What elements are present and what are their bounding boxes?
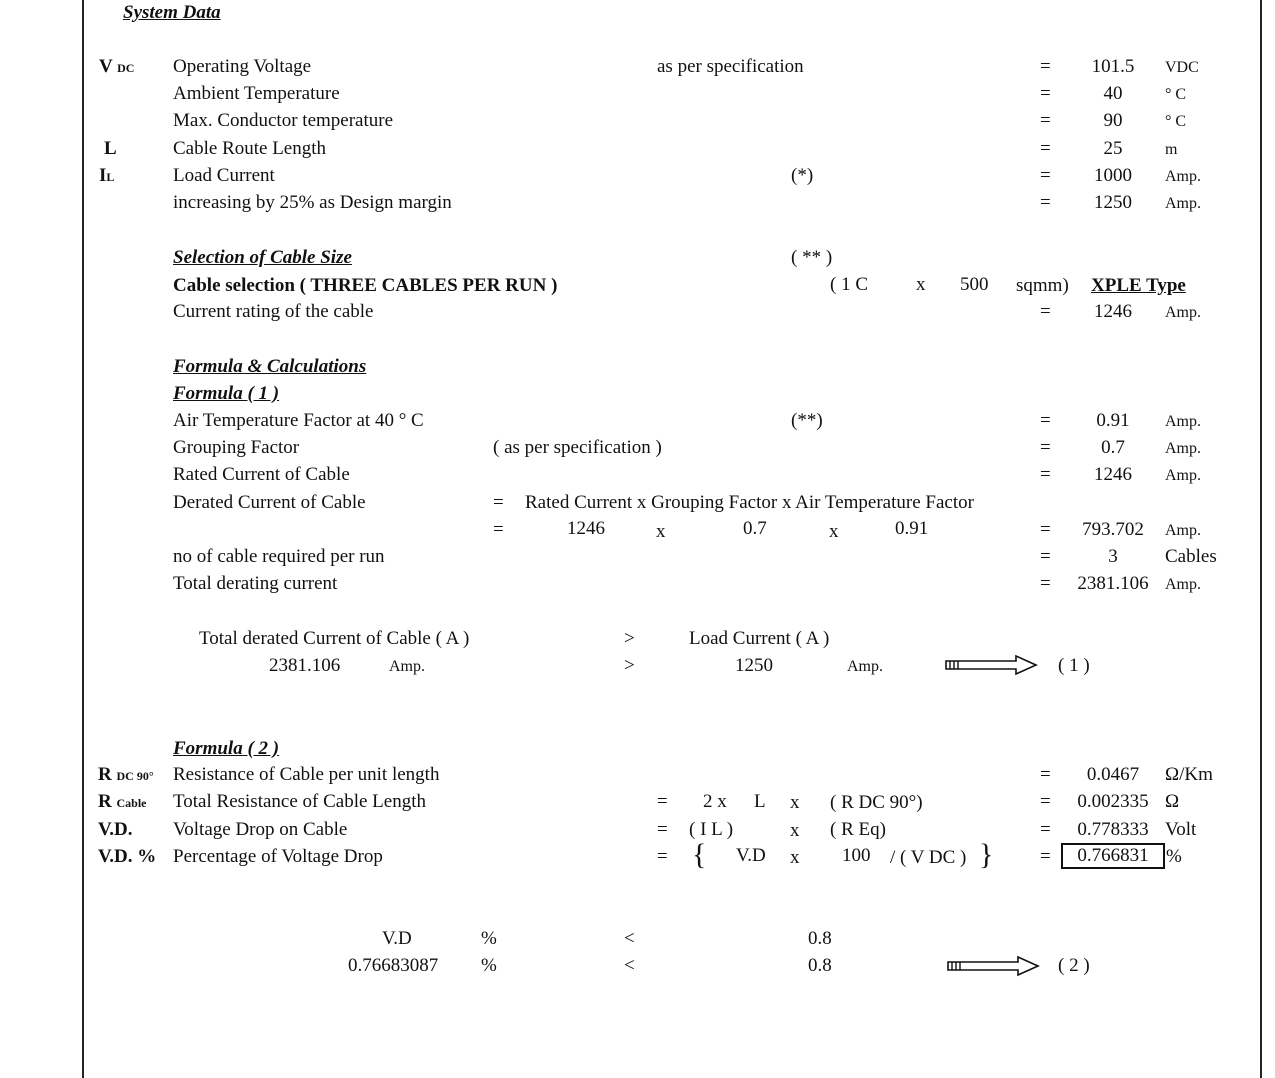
symbol-rcable: R Cable — [98, 791, 147, 812]
ambient-temp-eq: = — [1040, 83, 1051, 104]
grouping-factor-value: 0.7 — [1101, 437, 1125, 458]
check1-right-unit: Amp. — [847, 658, 883, 675]
resistance-per-length-value: 0.0467 — [1086, 764, 1140, 785]
air-temp-factor-unit: Amp. — [1165, 413, 1201, 430]
resistance-per-length-unit: Ω/Km — [1165, 764, 1213, 785]
derated-term-x1: x — [656, 521, 666, 542]
voltage-drop-eq-1: = — [657, 819, 668, 840]
voltage-drop-percent-eq-1: = — [657, 846, 668, 867]
rated-current-value: 1246 — [1094, 464, 1132, 485]
load-current-label: Load Current — [173, 165, 275, 186]
total-resistance-value: 0.002335 — [1077, 791, 1149, 812]
check1-arrow-icon — [944, 654, 1038, 676]
check2-left-percent: % — [481, 928, 497, 949]
load-current-value: 1000 — [1094, 165, 1132, 186]
load-current-eq: = — [1040, 165, 1051, 186]
route-length-unit: m — [1165, 141, 1178, 158]
check2-right-value: 0.8 — [808, 955, 832, 976]
formula-1-heading: Formula ( 1 ) — [173, 383, 280, 404]
check1-left-unit: Amp. — [389, 658, 425, 675]
cable-cores: ( 1 C — [830, 274, 868, 295]
selection-heading-note: ( ** ) — [791, 247, 833, 268]
check2-left-percent-2: % — [481, 955, 497, 976]
total-resistance-unit: Ω — [1165, 791, 1180, 812]
derated-value: 793.702 — [1082, 519, 1144, 540]
derated-term-rated: 1246 — [567, 518, 605, 539]
voltage-drop-label: Voltage Drop on Cable — [173, 819, 348, 840]
system-data-heading: System Data — [123, 2, 221, 23]
derated-term-x2: x — [829, 521, 839, 542]
formula-2-heading: Formula ( 2 ) — [173, 738, 280, 759]
derated-term-air: 0.91 — [895, 518, 929, 539]
voltage-drop-eq: = — [1040, 819, 1051, 840]
cables-per-run-label: no of cable required per run — [173, 546, 385, 567]
check2-arrow-icon — [946, 955, 1040, 977]
total-derating-label: Total derating current — [173, 573, 338, 594]
check1-operator: > — [624, 628, 635, 649]
operating-voltage-eq: = — [1040, 56, 1051, 77]
check1-left-label: Total derated Current of Cable ( A ) — [199, 628, 470, 649]
cables-per-run-value: 3 — [1108, 546, 1118, 567]
derated-eq-2: = — [493, 519, 504, 540]
cable-size-unit: sqmm) — [1016, 275, 1069, 296]
rated-current-label: Rated Current of Cable — [173, 464, 350, 485]
resistance-per-length-label: Resistance of Cable per unit length — [173, 764, 440, 785]
design-margin-unit: Amp. — [1165, 195, 1201, 212]
total-derating-unit: Amp. — [1165, 576, 1201, 593]
voltage-drop-expr-x: x — [790, 820, 800, 841]
total-derating-value: 2381.106 — [1077, 573, 1149, 594]
page-left-border — [82, 0, 84, 1078]
voltage-drop-expr-il: ( I L ) — [689, 819, 734, 840]
total-resistance-expr-x: x — [790, 792, 800, 813]
symbol-vd-percent: V.D. % — [98, 846, 157, 867]
grouping-factor-note: ( as per specification ) — [493, 437, 662, 458]
derated-formula: Rated Current x Grouping Factor x Air Temperature Factor — [525, 492, 974, 513]
route-length-eq: = — [1040, 138, 1051, 159]
max-conductor-temp-label: Max. Conductor temperature — [173, 110, 394, 131]
check1-ref: ( 1 ) — [1058, 655, 1090, 676]
grouping-factor-unit: Amp. — [1165, 440, 1201, 457]
voltage-drop-percent-expr-100: 100 — [842, 845, 871, 866]
voltage-drop-percent-value: 0.766831 — [1061, 843, 1165, 869]
max-conductor-temp-unit: ° C — [1165, 113, 1187, 130]
total-resistance-expr-rdc: ( R DC 90°) — [830, 792, 923, 813]
check1-right-label: Load Current ( A ) — [689, 628, 830, 649]
operating-voltage-note: as per specification — [657, 56, 804, 77]
current-rating-value: 1246 — [1094, 301, 1132, 322]
check1-left-value: 2381.106 — [269, 655, 341, 676]
cable-type: XPLE Type — [1091, 275, 1186, 296]
air-temp-factor-note: (**) — [791, 410, 823, 431]
open-brace: { — [692, 838, 707, 871]
cable-size: 500 — [960, 274, 989, 295]
symbol-vd: V.D. — [98, 819, 133, 840]
operating-voltage-label: Operating Voltage — [173, 56, 312, 77]
voltage-drop-value: 0.778333 — [1077, 819, 1149, 840]
total-resistance-expr-2x: 2 x — [703, 791, 727, 812]
check2-left-label: V.D — [382, 928, 412, 949]
current-rating-label: Current rating of the cable — [173, 301, 374, 322]
check2-ref: ( 2 ) — [1058, 955, 1090, 976]
rated-current-eq: = — [1040, 464, 1051, 485]
voltage-drop-percent-label: Percentage of Voltage Drop — [173, 846, 383, 867]
voltage-drop-percent-expr-vd: V.D — [736, 845, 766, 866]
check2-operator: < — [624, 928, 635, 949]
check1-right-value: 1250 — [735, 655, 773, 676]
load-current-unit: Amp. — [1165, 168, 1201, 185]
route-length-label: Cable Route Length — [173, 138, 327, 159]
cables-per-run-eq: = — [1040, 546, 1051, 567]
total-derating-eq: = — [1040, 573, 1051, 594]
page-right-border — [1260, 0, 1262, 1078]
derated-unit: Amp. — [1165, 522, 1201, 539]
current-rating-eq: = — [1040, 301, 1051, 322]
design-margin-value: 1250 — [1094, 192, 1132, 213]
grouping-factor-label: Grouping Factor — [173, 437, 300, 458]
check2-left-value: 0.76683087 — [348, 955, 439, 976]
close-brace: } — [979, 838, 994, 871]
symbol-rdc90: R DC 90° — [98, 764, 154, 785]
air-temp-factor-label: Air Temperature Factor at 40 ° C — [173, 410, 424, 431]
total-resistance-label: Total Resistance of Cable Length — [173, 791, 426, 812]
load-current-note: (*) — [791, 165, 814, 186]
voltage-drop-unit: Volt — [1165, 819, 1197, 840]
air-temp-factor-value: 0.91 — [1096, 410, 1130, 431]
voltage-drop-expr-req: ( R Eq) — [830, 819, 886, 840]
cables-per-run-unit: Cables — [1165, 546, 1217, 567]
check2-right-label: 0.8 — [808, 928, 832, 949]
voltage-drop-percent-expr-x: x — [790, 847, 800, 868]
air-temp-factor-eq: = — [1040, 410, 1051, 431]
voltage-drop-percent-expr-vdc: / ( V DC ) — [890, 847, 967, 868]
voltage-drop-percent-unit: % — [1166, 846, 1182, 867]
derated-term-grouping: 0.7 — [743, 518, 767, 539]
derated-eq-1: = — [493, 492, 504, 513]
derated-eq-3: = — [1040, 519, 1051, 540]
design-margin-label: increasing by 25% as Design margin — [173, 192, 452, 213]
symbol-l: L — [104, 138, 117, 159]
total-resistance-eq: = — [1040, 791, 1051, 812]
symbol-il: IL — [99, 165, 115, 186]
max-conductor-temp-eq: = — [1040, 110, 1051, 131]
ambient-temp-unit: ° C — [1165, 86, 1187, 103]
total-resistance-eq-1: = — [657, 791, 668, 812]
max-conductor-temp-value: 90 — [1103, 110, 1123, 131]
total-resistance-expr-l: L — [754, 791, 766, 812]
ambient-temp-label: Ambient Temperature — [173, 83, 340, 104]
current-rating-unit: Amp. — [1165, 304, 1201, 321]
resistance-per-length-eq: = — [1040, 764, 1051, 785]
operating-voltage-value: 101.5 — [1091, 56, 1135, 77]
ambient-temp-value: 40 — [1103, 83, 1123, 104]
formula-calc-heading: Formula & Calculations — [173, 356, 367, 377]
cable-times: x — [916, 274, 926, 295]
derated-current-label: Derated Current of Cable — [173, 492, 366, 513]
grouping-factor-eq: = — [1040, 437, 1051, 458]
check1-operator-2: > — [624, 655, 635, 676]
operating-voltage-unit: VDC — [1165, 59, 1199, 76]
design-margin-eq: = — [1040, 192, 1051, 213]
check2-operator-2: < — [624, 955, 635, 976]
symbol-vdc: V DC — [99, 56, 135, 77]
selection-heading: Selection of Cable Size — [173, 247, 352, 268]
route-length-value: 25 — [1103, 138, 1123, 159]
voltage-drop-percent-eq: = — [1040, 846, 1051, 867]
rated-current-unit: Amp. — [1165, 467, 1201, 484]
cable-selection-label: Cable selection ( THREE CABLES PER RUN ) — [173, 275, 558, 296]
